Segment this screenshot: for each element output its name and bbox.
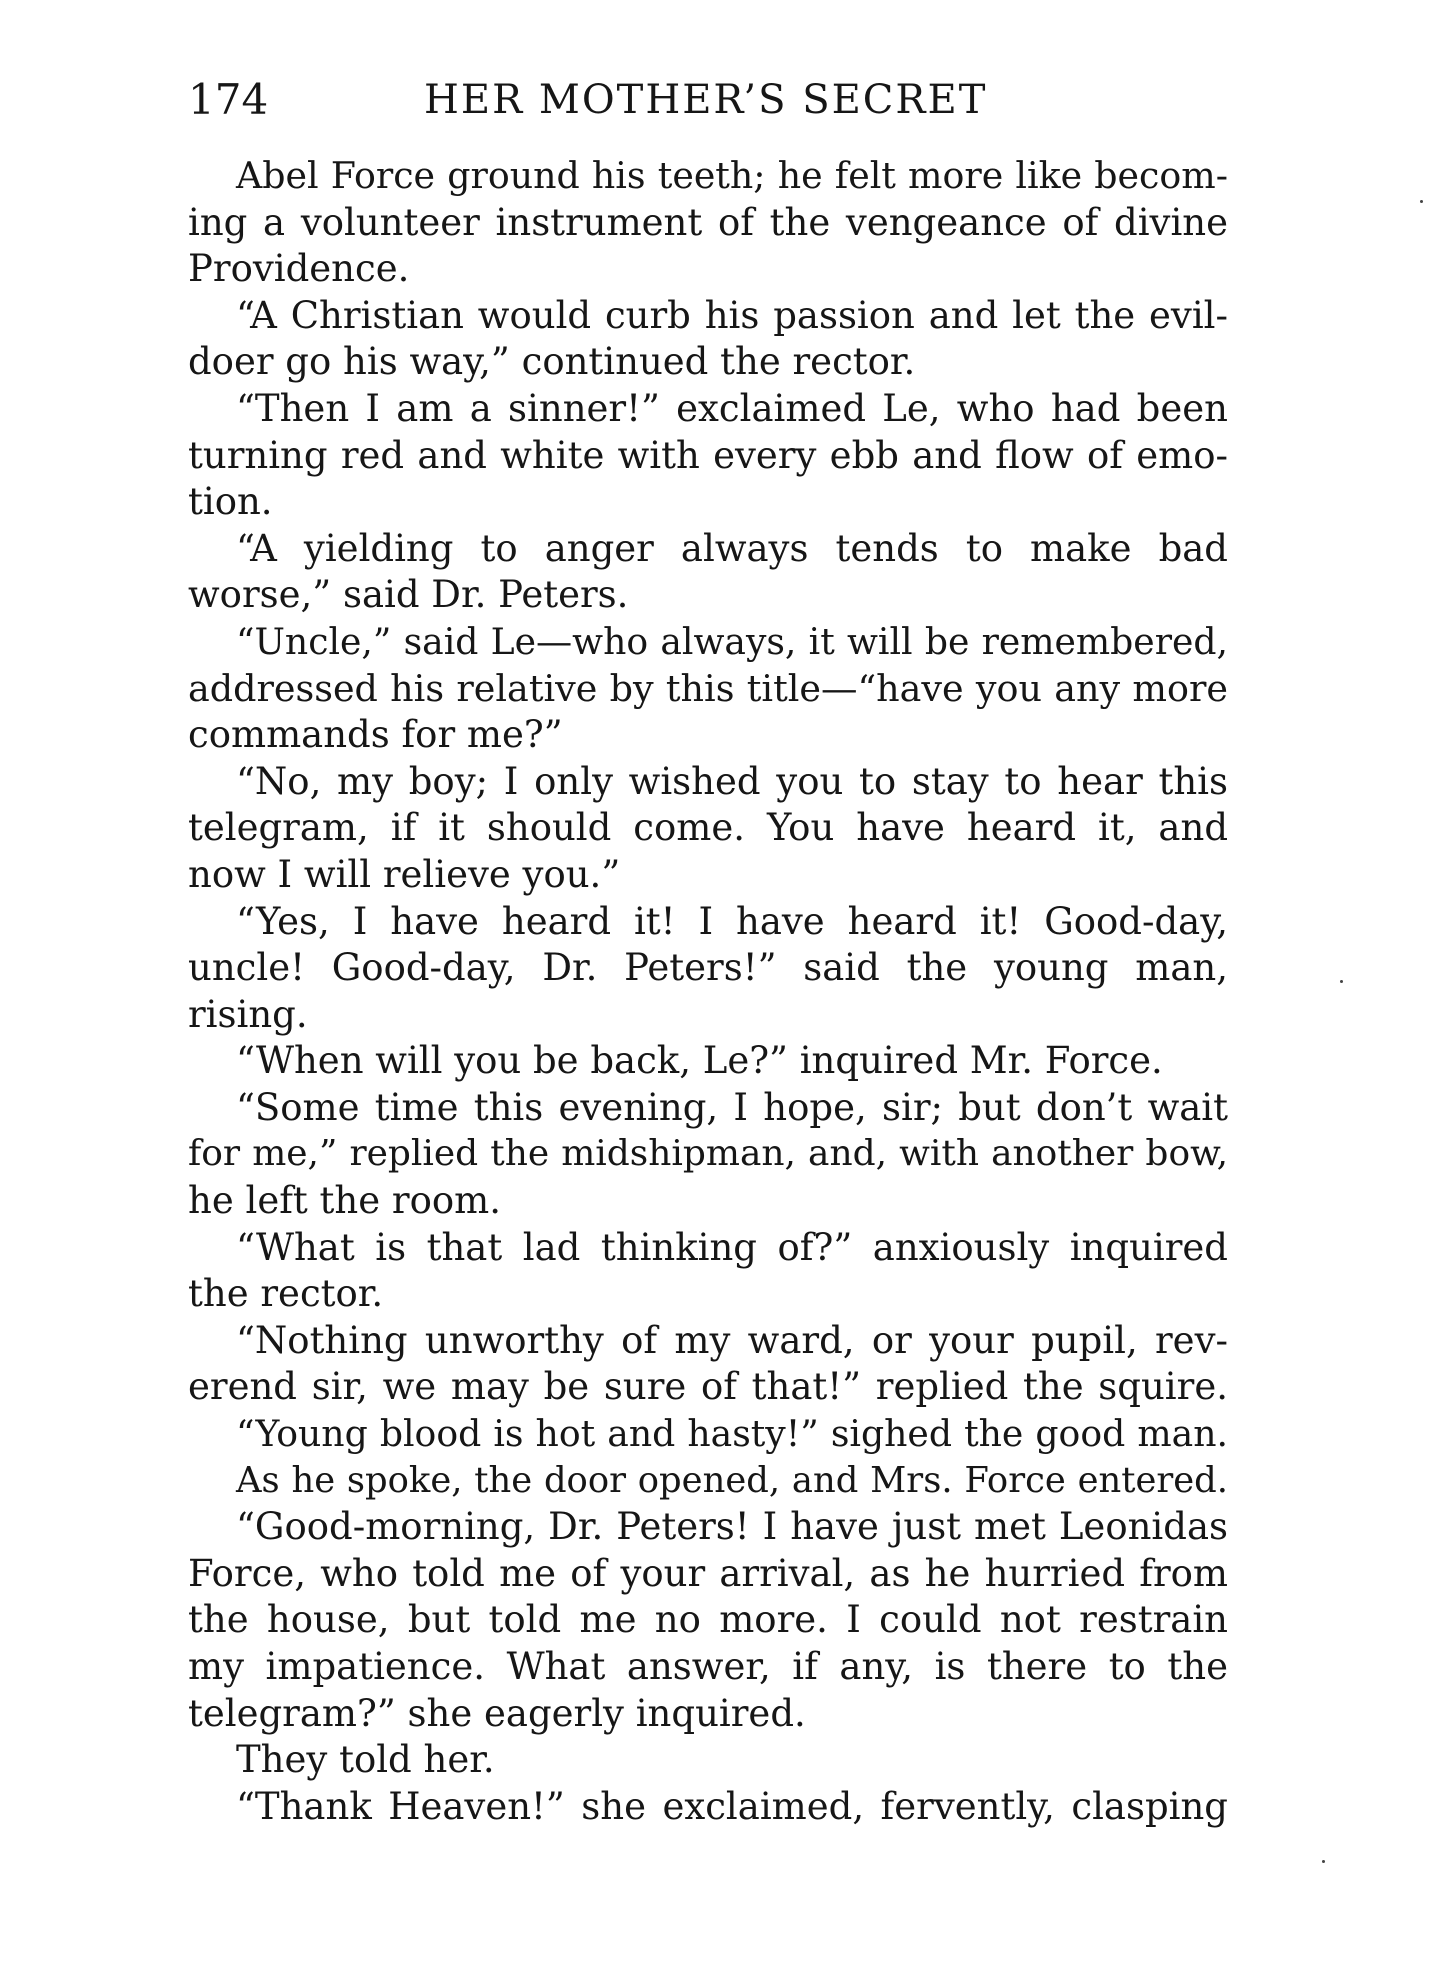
text-line: telegram?” she eagerly inquired. bbox=[188, 1691, 806, 1735]
text-line: As he spoke, the door opened, and Mrs. Force entered. bbox=[236, 1459, 1228, 1501]
text-line: for me,” replied the midshipman, and, with another bow, bbox=[188, 1133, 1228, 1175]
text-line: “Yes, I have heard it! I have heard it! Good-day, bbox=[236, 899, 1228, 943]
text-line: “Young blood is hot and hasty!” sighed the good man. bbox=[236, 1412, 1228, 1456]
running-head: HER MOTHER’S SECRET bbox=[424, 77, 988, 123]
text-line: he left the room. bbox=[188, 1179, 501, 1223]
text-line: “Thank Heaven!” she exclaimed, fervently, clasping bbox=[236, 1784, 1228, 1828]
body-text bbox=[188, 153, 1228, 1830]
page-header bbox=[188, 70, 1228, 130]
paper-speck bbox=[1322, 1860, 1325, 1863]
text-line: rising. bbox=[188, 992, 308, 1036]
text-line: uncle! Good-day, Dr. Peters!” said the young man, bbox=[188, 946, 1228, 990]
text-line: ing a volunteer instrument of the vengeance of divine bbox=[188, 200, 1228, 244]
text-line: Force, who told me of your arrival, as he hurried from bbox=[188, 1551, 1228, 1595]
text-line: tion. bbox=[188, 480, 273, 524]
text-line: addressed his relative by this title—“have you any more bbox=[188, 666, 1228, 710]
text-line: “Then I am a sinner!” exclaimed Le, who had been bbox=[236, 386, 1228, 430]
page-number: 174 bbox=[188, 75, 269, 124]
text-line: Abel Force ground his teeth; he felt more like becom- bbox=[236, 154, 1228, 197]
text-line: “Good-morning, Dr. Peters! I have just met Leonidas bbox=[236, 1505, 1228, 1549]
text-line: They told her. bbox=[236, 1738, 495, 1782]
text-line: turning red and white with every ebb and flow of emo- bbox=[188, 433, 1228, 477]
text-line: “A Christian would curb his passion and let the evil- bbox=[236, 293, 1228, 337]
text-line: worse,” said Dr. Peters. bbox=[188, 573, 629, 617]
text-line: commands for me?” bbox=[188, 713, 563, 757]
text-line: “No, my boy; I only wished you to stay to hear this bbox=[236, 759, 1228, 803]
text-line: “Some time this evening, I hope, sir; but don’t wait bbox=[236, 1085, 1228, 1129]
text-line: telegram, if it should come. You have heard it, and bbox=[188, 806, 1228, 850]
text-line: now I will relieve you.” bbox=[188, 852, 621, 896]
text-line: erend sir, we may be sure of that!” replied the squire. bbox=[188, 1365, 1228, 1409]
text-line: the rector. bbox=[188, 1272, 384, 1316]
text-line: doer go his way,” continued the rector. bbox=[188, 340, 916, 384]
text-line: my impatience. What answer, if any, is there to the bbox=[188, 1645, 1228, 1688]
text-line: “Nothing unworthy of my ward, or your pupil, rev- bbox=[236, 1318, 1228, 1362]
text-line: “A yielding to anger always tends to make bad bbox=[236, 526, 1228, 570]
text-line: “When will you be back, Le?” inquired Mr. Force. bbox=[236, 1039, 1163, 1083]
text-line: “Uncle,” said Le—who always, it will be remembered, bbox=[236, 619, 1228, 663]
text-line: the house, but told me no more. I could not restrain bbox=[188, 1598, 1228, 1642]
text-line: Providence. bbox=[188, 247, 410, 291]
paper-speck bbox=[1340, 980, 1343, 983]
paper-speck bbox=[1420, 200, 1423, 203]
text-line: “What is that lad thinking of?” anxiously inquired bbox=[236, 1225, 1228, 1269]
